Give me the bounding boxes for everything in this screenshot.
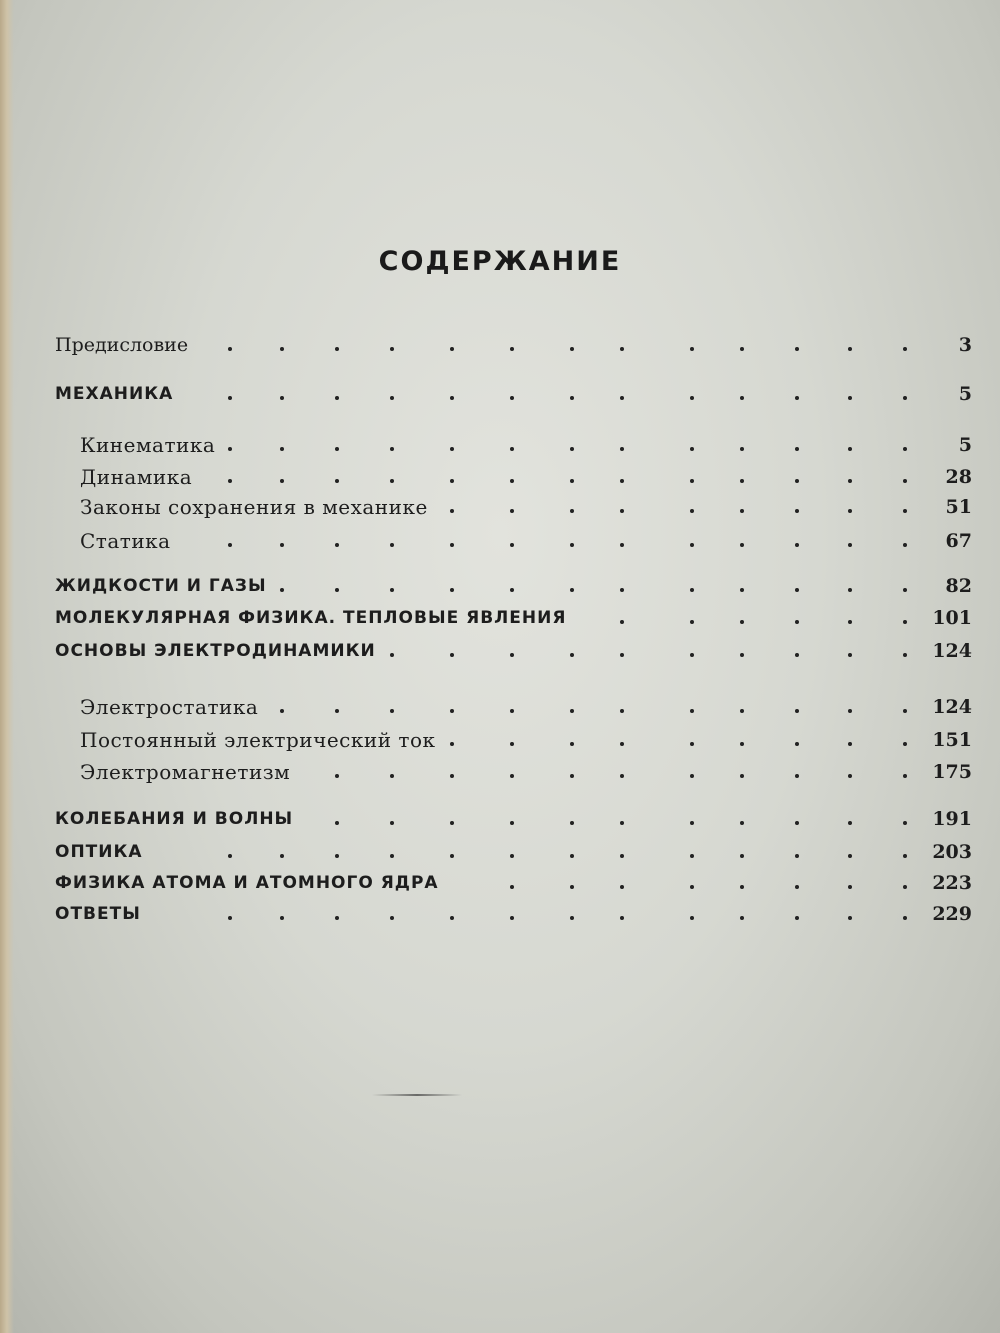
leader-dot bbox=[848, 854, 852, 858]
toc-entry bbox=[0, 897, 1000, 931]
leader-dot bbox=[795, 447, 799, 451]
leader-dot bbox=[390, 821, 394, 825]
leader-dot bbox=[795, 653, 799, 657]
toc-entry-title: ОПТИКА bbox=[55, 842, 143, 862]
toc-entry-page-number: 151 bbox=[932, 729, 972, 751]
leader-dot bbox=[848, 396, 852, 400]
leader-dot bbox=[795, 709, 799, 713]
leader-dot bbox=[228, 447, 232, 451]
leader-dot bbox=[740, 653, 744, 657]
leader-dot bbox=[450, 509, 454, 513]
toc-entry-page-number: 124 bbox=[932, 640, 972, 662]
leader-dot bbox=[510, 347, 514, 351]
leader-dot bbox=[690, 653, 694, 657]
leader-dot bbox=[570, 916, 574, 920]
leader-dot bbox=[848, 588, 852, 592]
leader-dot bbox=[795, 916, 799, 920]
leader-dot bbox=[848, 709, 852, 713]
leader-dot bbox=[280, 916, 284, 920]
leader-dot bbox=[335, 588, 339, 592]
leader-dot bbox=[795, 885, 799, 889]
leader-dot bbox=[848, 447, 852, 451]
leader-dot bbox=[740, 479, 744, 483]
toc-entry-page-number: 28 bbox=[945, 466, 972, 488]
leader-dot bbox=[848, 347, 852, 351]
leader-dot bbox=[280, 479, 284, 483]
leader-dot bbox=[228, 396, 232, 400]
leader-dot bbox=[510, 479, 514, 483]
leader-dot bbox=[228, 916, 232, 920]
leader-dot bbox=[690, 620, 694, 624]
toc-entry bbox=[0, 802, 1000, 836]
leader-dot bbox=[740, 396, 744, 400]
leader-dot bbox=[690, 709, 694, 713]
toc-entry bbox=[0, 755, 1000, 789]
leader-dot bbox=[620, 347, 624, 351]
leader-dot bbox=[390, 396, 394, 400]
leader-dot bbox=[450, 709, 454, 713]
toc-entry bbox=[0, 328, 1000, 362]
leader-dot bbox=[570, 543, 574, 547]
leader-dot bbox=[450, 774, 454, 778]
toc-entry bbox=[0, 690, 1000, 724]
leader-dot bbox=[690, 347, 694, 351]
leader-dot bbox=[848, 620, 852, 624]
leader-dot bbox=[228, 854, 232, 858]
leader-dot bbox=[690, 543, 694, 547]
leader-dot bbox=[510, 742, 514, 746]
leader-dot bbox=[740, 347, 744, 351]
leader-dot bbox=[570, 347, 574, 351]
leader-dot bbox=[570, 709, 574, 713]
leader-dot bbox=[795, 479, 799, 483]
leader-dot bbox=[450, 653, 454, 657]
toc-entry-page-number: 223 bbox=[932, 872, 972, 894]
leader-dot bbox=[620, 479, 624, 483]
leader-dot bbox=[740, 588, 744, 592]
leader-dot bbox=[280, 854, 284, 858]
leader-dot bbox=[795, 509, 799, 513]
leader-dot bbox=[450, 543, 454, 547]
leader-dot bbox=[795, 543, 799, 547]
leader-dot bbox=[280, 447, 284, 451]
leader-dot bbox=[740, 885, 744, 889]
toc-entry-title: ЖИДКОСТИ И ГАЗЫ bbox=[55, 576, 267, 596]
leader-dot bbox=[903, 588, 907, 592]
leader-dot bbox=[450, 821, 454, 825]
leader-dot bbox=[740, 774, 744, 778]
leader-dot bbox=[510, 774, 514, 778]
toc-entry-page-number: 203 bbox=[932, 841, 972, 863]
leader-dot bbox=[740, 509, 744, 513]
leader-dot bbox=[740, 709, 744, 713]
leader-dot bbox=[848, 885, 852, 889]
leader-dot bbox=[620, 821, 624, 825]
leader-dot bbox=[903, 742, 907, 746]
toc-entry-page-number: 124 bbox=[932, 696, 972, 718]
toc-entry-title: Предисловие bbox=[55, 334, 189, 356]
leader-dot bbox=[280, 396, 284, 400]
leader-dot bbox=[848, 916, 852, 920]
leader-dot bbox=[690, 447, 694, 451]
toc-entry-page-number: 3 bbox=[958, 334, 972, 356]
leader-dot bbox=[903, 479, 907, 483]
leader-dot bbox=[795, 742, 799, 746]
leader-dot bbox=[228, 543, 232, 547]
leader-dot bbox=[510, 885, 514, 889]
leader-dot bbox=[390, 347, 394, 351]
toc-entry-title: ОСНОВЫ ЭЛЕКТРОДИНАМИКИ bbox=[55, 641, 376, 661]
leader-dot bbox=[570, 447, 574, 451]
leader-dot bbox=[570, 854, 574, 858]
leader-dot bbox=[903, 821, 907, 825]
leader-dot bbox=[795, 821, 799, 825]
leader-dot bbox=[903, 347, 907, 351]
leader-dot bbox=[620, 653, 624, 657]
leader-dot bbox=[903, 447, 907, 451]
leader-dot bbox=[335, 916, 339, 920]
leader-dot bbox=[690, 821, 694, 825]
leader-dot bbox=[570, 509, 574, 513]
toc-entry bbox=[0, 524, 1000, 558]
leader-dot bbox=[903, 916, 907, 920]
leader-dot bbox=[390, 854, 394, 858]
leader-dot bbox=[390, 543, 394, 547]
leader-dot bbox=[903, 509, 907, 513]
toc-entry-page-number: 191 bbox=[932, 808, 972, 830]
leader-dot bbox=[280, 709, 284, 713]
leader-dot bbox=[335, 447, 339, 451]
leader-dot bbox=[390, 916, 394, 920]
leader-dot bbox=[280, 588, 284, 592]
leader-dot bbox=[335, 821, 339, 825]
leader-dot bbox=[390, 653, 394, 657]
leader-dot bbox=[620, 588, 624, 592]
leader-dot bbox=[903, 885, 907, 889]
leader-dot bbox=[848, 509, 852, 513]
leader-dot bbox=[690, 588, 694, 592]
leader-dot bbox=[690, 854, 694, 858]
leader-dot bbox=[510, 447, 514, 451]
leader-dot bbox=[620, 620, 624, 624]
leader-dot bbox=[620, 447, 624, 451]
toc-entry-title: Электромагнетизм bbox=[80, 760, 291, 784]
leader-dot bbox=[450, 742, 454, 746]
leader-dot bbox=[390, 709, 394, 713]
leader-dot bbox=[280, 347, 284, 351]
leader-dot bbox=[570, 742, 574, 746]
toc-entry-title: Постоянный электрический ток bbox=[80, 728, 436, 752]
toc-entry-title: Динамика bbox=[80, 465, 193, 489]
toc-entry-title: МОЛЕКУЛЯРНАЯ ФИЗИКА. ТЕПЛОВЫЕ ЯВЛЕНИЯ bbox=[55, 608, 567, 628]
leader-dot bbox=[335, 774, 339, 778]
leader-dot bbox=[690, 916, 694, 920]
toc-entry bbox=[0, 428, 1000, 462]
leader-dot bbox=[903, 774, 907, 778]
toc-entry-page-number: 5 bbox=[958, 434, 972, 456]
toc-entry bbox=[0, 634, 1000, 668]
leader-dot bbox=[690, 774, 694, 778]
leader-dot bbox=[450, 588, 454, 592]
leader-dot bbox=[848, 742, 852, 746]
leader-dot bbox=[690, 509, 694, 513]
leader-dot bbox=[570, 479, 574, 483]
leader-dot bbox=[740, 447, 744, 451]
leader-dot bbox=[848, 774, 852, 778]
leader-dot bbox=[620, 885, 624, 889]
leader-dot bbox=[570, 821, 574, 825]
leader-dot bbox=[280, 543, 284, 547]
toc-entry-title: МЕХАНИКА bbox=[55, 384, 174, 404]
leader-dot bbox=[620, 709, 624, 713]
leader-dot bbox=[620, 854, 624, 858]
leader-dot bbox=[450, 854, 454, 858]
leader-dot bbox=[228, 347, 232, 351]
leader-dot bbox=[450, 479, 454, 483]
leader-dot bbox=[903, 543, 907, 547]
toc-entry-page-number: 175 bbox=[932, 761, 972, 783]
toc-entry-page-number: 229 bbox=[932, 903, 972, 925]
toc-entry-title: Электростатика bbox=[80, 695, 259, 719]
leader-dot bbox=[620, 396, 624, 400]
toc-entry bbox=[0, 460, 1000, 494]
leader-dot bbox=[620, 742, 624, 746]
leader-dot bbox=[570, 653, 574, 657]
leader-dot bbox=[570, 774, 574, 778]
leader-dot bbox=[903, 396, 907, 400]
toc-entry-title: Статика bbox=[80, 529, 171, 553]
leader-dot bbox=[903, 854, 907, 858]
toc-entry-title: Кинематика bbox=[80, 433, 216, 457]
toc-entry-page-number: 51 bbox=[945, 496, 972, 518]
leader-dot bbox=[450, 396, 454, 400]
leader-dot bbox=[510, 509, 514, 513]
leader-dot bbox=[795, 396, 799, 400]
leader-dot bbox=[510, 653, 514, 657]
leader-dot bbox=[570, 885, 574, 889]
leader-dot bbox=[740, 916, 744, 920]
leader-dot bbox=[390, 479, 394, 483]
leader-dot bbox=[510, 821, 514, 825]
pencil-mark bbox=[372, 1094, 462, 1096]
leader-dot bbox=[620, 774, 624, 778]
leader-dot bbox=[740, 821, 744, 825]
toc-entry-title: ФИЗИКА АТОМА И АТОМНОГО ЯДРА bbox=[55, 873, 439, 893]
leader-dot bbox=[335, 709, 339, 713]
leader-dot bbox=[903, 709, 907, 713]
leader-dot bbox=[335, 347, 339, 351]
leader-dot bbox=[740, 742, 744, 746]
leader-dot bbox=[740, 543, 744, 547]
toc-entry-title: ОТВЕТЫ bbox=[55, 904, 141, 924]
toc-entry bbox=[0, 490, 1000, 524]
leader-dot bbox=[795, 347, 799, 351]
leader-dot bbox=[450, 447, 454, 451]
leader-dot bbox=[510, 396, 514, 400]
toc-entry bbox=[0, 723, 1000, 757]
leader-dot bbox=[795, 774, 799, 778]
leader-dot bbox=[740, 854, 744, 858]
toc-entry-page-number: 82 bbox=[945, 575, 972, 597]
leader-dot bbox=[903, 620, 907, 624]
page-title: СОДЕРЖАНИЕ bbox=[378, 246, 622, 277]
leader-dot bbox=[228, 479, 232, 483]
toc-entry bbox=[0, 377, 1000, 411]
leader-dot bbox=[390, 588, 394, 592]
toc-entry-title: Законы сохранения в механике bbox=[80, 495, 428, 519]
leader-dot bbox=[570, 396, 574, 400]
leader-dot bbox=[848, 543, 852, 547]
toc-entry-page-number: 101 bbox=[932, 607, 972, 629]
toc-entry bbox=[0, 835, 1000, 869]
leader-dot bbox=[795, 588, 799, 592]
leader-dot bbox=[795, 854, 799, 858]
leader-dot bbox=[335, 479, 339, 483]
leader-dot bbox=[510, 854, 514, 858]
leader-dot bbox=[450, 916, 454, 920]
leader-dot bbox=[848, 479, 852, 483]
leader-dot bbox=[620, 543, 624, 547]
leader-dot bbox=[510, 709, 514, 713]
toc-entry-page-number: 5 bbox=[958, 383, 972, 405]
leader-dot bbox=[795, 620, 799, 624]
leader-dot bbox=[390, 774, 394, 778]
leader-dot bbox=[335, 396, 339, 400]
leader-dot bbox=[848, 821, 852, 825]
leader-dot bbox=[510, 543, 514, 547]
leader-dot bbox=[690, 742, 694, 746]
toc-entry-page-number: 67 bbox=[945, 530, 972, 552]
toc-entry bbox=[0, 866, 1000, 900]
leader-dot bbox=[740, 620, 744, 624]
leader-dot bbox=[510, 916, 514, 920]
toc-entry bbox=[0, 569, 1000, 603]
leader-dot bbox=[450, 347, 454, 351]
leader-dot bbox=[335, 854, 339, 858]
leader-dot bbox=[335, 543, 339, 547]
leader-dot bbox=[390, 447, 394, 451]
toc-entry-title: КОЛЕБАНИЯ И ВОЛНЫ bbox=[55, 809, 294, 829]
leader-dot bbox=[690, 885, 694, 889]
leader-dot bbox=[903, 653, 907, 657]
leader-dot bbox=[690, 479, 694, 483]
leader-dot bbox=[690, 396, 694, 400]
toc-entry bbox=[0, 601, 1000, 635]
leader-dot bbox=[620, 509, 624, 513]
leader-dot bbox=[620, 916, 624, 920]
leader-dot bbox=[510, 588, 514, 592]
leader-dot bbox=[848, 653, 852, 657]
leader-dot bbox=[570, 588, 574, 592]
